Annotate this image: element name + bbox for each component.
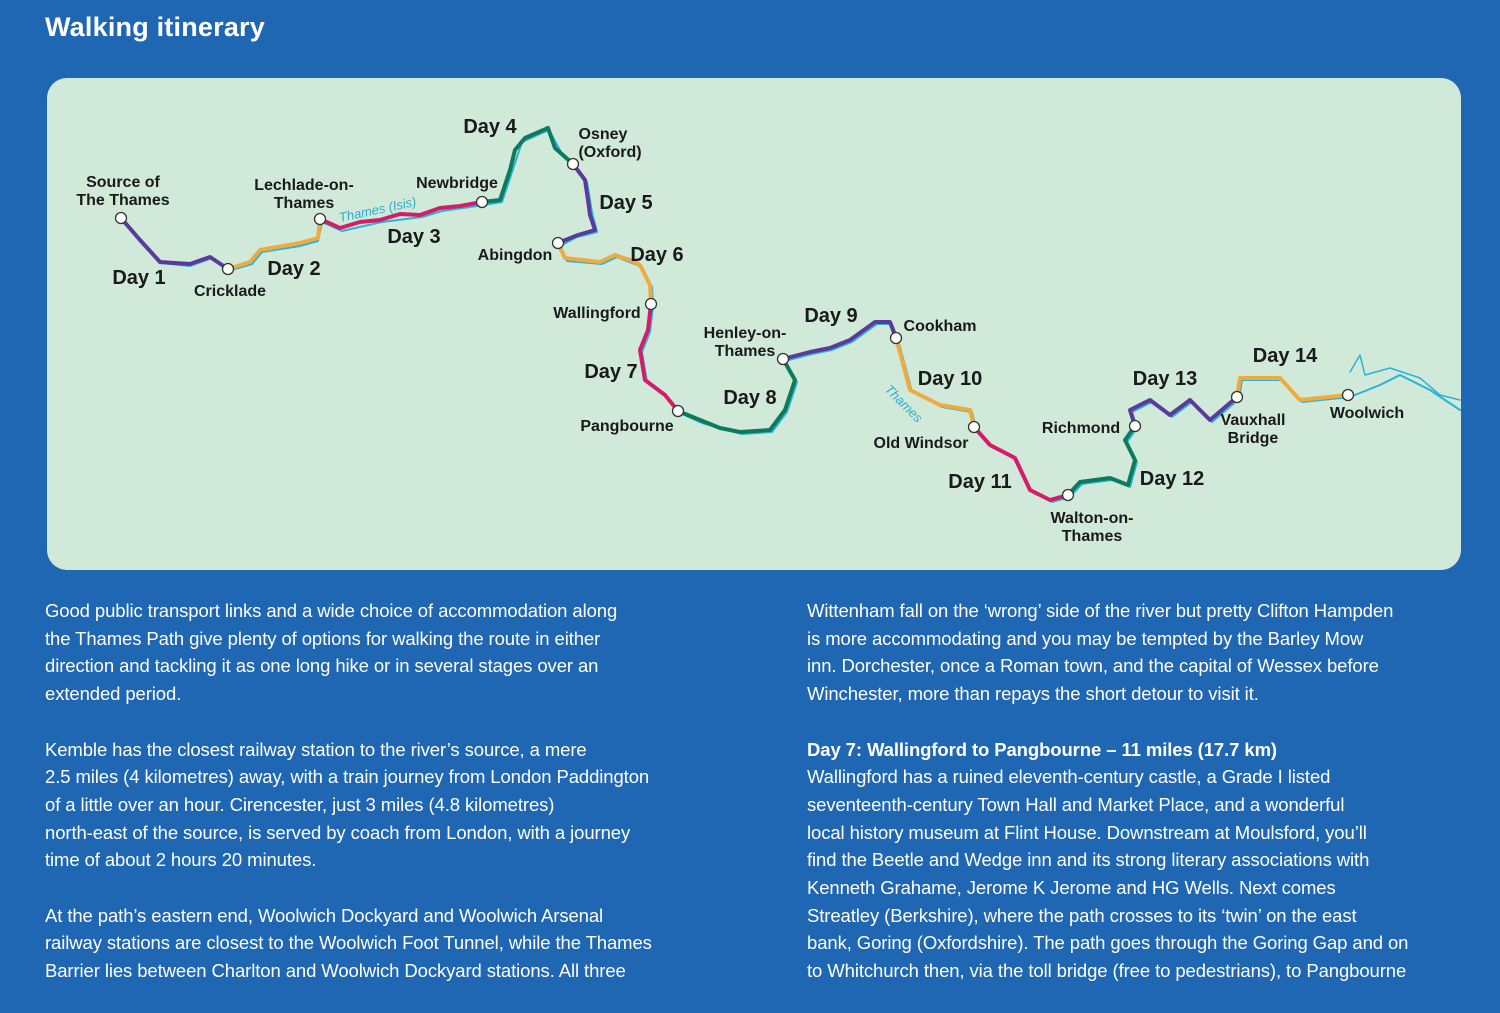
day-label: Day 12 <box>1139 468 1205 490</box>
place-label: Cricklade <box>193 283 267 300</box>
stop-marker-lechlade <box>315 214 326 225</box>
paragraph-eastern-end <box>45 902 725 985</box>
place-label: (Oxford) <box>578 144 642 161</box>
text-line: north-east of the source, is served by coach from London, with a journey <box>45 821 631 843</box>
day-label: Day 2 <box>267 258 321 280</box>
paragraph-transport <box>45 597 725 708</box>
place-label: Thames <box>714 343 776 360</box>
stop-marker-wallingford <box>646 299 657 310</box>
text-line: Winchester, more than repays the short detour to visit it. <box>807 683 1259 705</box>
text-line: At the path’s eastern end, Woolwich Dockyard and Woolwich Arsenal <box>45 904 604 926</box>
text-line: railway stations are closest to the Woolwich Foot Tunnel, while the Thames <box>45 932 652 954</box>
text-line: find the Beetle and Wedge inn and its strong literary associations with <box>807 849 1370 871</box>
place-label: Newbridge <box>416 175 498 192</box>
text-line: inn. Dorchester, once a Roman town, and the capital of Wessex before <box>807 655 1379 677</box>
day-label: Day 10 <box>917 368 983 390</box>
route-map-svg <box>47 78 1461 570</box>
text-line: 2.5 miles (4 kilometres) away, with a train journey from London Paddington <box>45 766 650 788</box>
section-day-7 <box>807 736 1487 985</box>
stop-marker-vauxhall <box>1232 392 1243 403</box>
stop-marker-cookham <box>891 333 902 344</box>
river-label: Thames <box>881 381 926 426</box>
section-heading: Day 7: Wallingford to Pangbourne – 11 miles (17.7 km) <box>807 738 1277 760</box>
place-label: Vauxhall <box>1220 412 1286 429</box>
place-label: The Thames <box>76 192 170 209</box>
day-label: Day 5 <box>599 192 653 214</box>
text-line: Streatley (Berkshire), where the path crosses to its ‘twin’ on the east <box>807 904 1357 926</box>
day-label: Day 3 <box>387 226 441 248</box>
stop-marker-richmond <box>1130 421 1141 432</box>
paragraph-wittenham <box>807 597 1487 708</box>
text-line: time of about 2 hours 20 minutes. <box>45 849 317 871</box>
itinerary-map <box>47 78 1461 570</box>
day-label: Day 7 <box>584 361 638 383</box>
place-label: Wallingford <box>553 305 641 322</box>
paragraph-kemble <box>45 736 725 875</box>
day-label: Day 9 <box>804 305 858 327</box>
stop-marker-source <box>116 213 127 224</box>
text-line: local history museum at Flint House. Downstream at Moulsford, you’ll <box>807 821 1367 843</box>
page-title: Walking itinerary <box>45 12 265 42</box>
stop-marker-old-windsor <box>969 422 980 433</box>
place-label: Henley-on- <box>703 325 787 342</box>
day-label: Day 8 <box>723 387 777 409</box>
place-label: Pangbourne <box>580 418 674 435</box>
stop-marker-cricklade <box>223 264 234 275</box>
place-label: Source of <box>86 174 160 191</box>
place-label: Richmond <box>1041 420 1121 437</box>
route-day-14 <box>1237 378 1348 400</box>
route-day-1 <box>121 218 228 269</box>
text-line: bank, Goring (Oxfordshire). The path goes through the Goring Gap and on <box>807 932 1409 954</box>
place-label: Abingdon <box>477 247 553 264</box>
text-line: seventeenth-century Town Hall and Market Place, and a wonderful <box>807 793 1345 815</box>
stop-marker-walton <box>1063 490 1074 501</box>
route-day-9 <box>783 322 896 359</box>
text-line: of a little over an hour. Cirencester, just 3 miles (4.8 kilometres) <box>45 793 555 815</box>
text-line: Barrier lies between Charlton and Woolwich Dockyard stations. All three <box>45 960 626 982</box>
place-label: Thames <box>1061 528 1123 545</box>
text-line: Good public transport links and a wide choice of accommodation along <box>45 600 618 621</box>
text-line: Wallingford has a ruined eleventh-century castle, a Grade I listed <box>807 766 1331 788</box>
text-line: direction and tackling it as one long hike or in several stages over an <box>45 655 599 677</box>
stop-marker-pangbourne <box>673 406 684 417</box>
text-line: is more accommodating and you may be tempted by the Barley Mow <box>807 627 1364 649</box>
text-line: Kenneth Grahame, Jerome K Jerome and HG Wells. Next comes <box>807 877 1336 899</box>
day-label: Day 1 <box>112 267 166 289</box>
text-line: Wittenham fall on the ‘wrong’ side of the river but pretty Clifton Hampden <box>807 600 1394 621</box>
day-label: Day 14 <box>1252 345 1318 367</box>
stop-marker-henley <box>778 354 789 365</box>
place-label: Old Windsor <box>873 435 969 452</box>
place-label: Walton-on- <box>1050 510 1134 527</box>
route-day-5 <box>558 164 595 243</box>
text-line: Kemble has the closest railway station to the river’s source, a mere <box>45 738 587 760</box>
place-label: Woolwich <box>1329 405 1405 422</box>
place-label: Thames <box>273 195 335 212</box>
day-label: Day 6 <box>630 244 684 266</box>
text-line: to Whitchurch then, via the toll bridge (free to pedestrians), to Pangbourne <box>807 960 1407 982</box>
stop-marker-newbridge <box>477 197 488 208</box>
left-column <box>45 597 725 1013</box>
place-label: Lechlade-on- <box>254 177 354 194</box>
place-label: Cookham <box>903 318 977 335</box>
day-label: Day 4 <box>463 116 517 138</box>
day-label: Day 11 <box>948 471 1012 493</box>
stop-marker-abingdon <box>553 238 564 249</box>
place-label: Osney <box>578 126 628 143</box>
stop-marker-osney <box>568 159 579 170</box>
right-column <box>807 597 1487 985</box>
text-line: the Thames Path give plenty of options for walking the route in either <box>45 627 601 649</box>
river-label: Thames (Isis) <box>337 193 418 225</box>
day-label: Day 13 <box>1132 368 1198 390</box>
text-line: extended period. <box>45 683 182 705</box>
place-label: Bridge <box>1227 430 1279 447</box>
route-day-7 <box>640 304 678 411</box>
stop-marker-woolwich <box>1343 390 1354 401</box>
